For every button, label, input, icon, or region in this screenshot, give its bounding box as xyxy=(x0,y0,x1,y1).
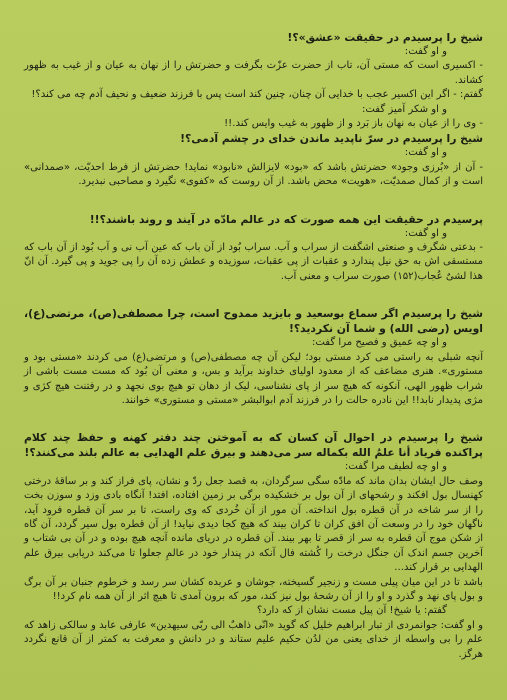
section-3-sub: و او گفت: xyxy=(404,227,447,239)
section-1-heading: شیخ را پرسیدم در حقیقت «عشق»؟! xyxy=(287,31,483,44)
section-4-sub: و او چه عمیق و فصیح مرا گفت: xyxy=(311,337,447,349)
section-4-heading: شیخ را پرسیدم اگر سماع بوسعید و بایزید ممدوح است، چرا مصطفی(ص)، مرتضی(ع)، اویس (رضی الله) و شما آن نکردید؟! xyxy=(24,307,483,336)
section-2-para-1: - آن از «بُرزی وجود» حضرتش باشد که «بود» لایزالش «نابود» نماید! حضرتش از فرط احدیّت، «صمدانی» است و از کمال صمدیّت، «هویت» محض باشد. از آن روست که «کفوی» نگیرد و مصاحبی نبدیرد. xyxy=(24,161,483,188)
section-3-heading: پرسیدم در حقیقت این همه صورت که در عالم مادّه در آیند و روند باشند؟!! xyxy=(89,212,483,226)
section-5-sub: و او چه لطیف مرا گفت: xyxy=(344,461,447,473)
section-5-para-2: باشد تا در این میان پیلی مست و زنجیر گسیخته، جوشان و عربده کشان سر رسد و خرطوم جنبان بر آن برگ و بول پای نهد و گذرد و او را از آن رشحهٔ بول نیز کند، مور که برون آمدی تا هیچ اثر از آن همه نام کرد!! xyxy=(24,576,483,602)
section-4-para-1: آنچه شبلی به راستی می کرد مستی بود؛ لیکن آن چه مصطفی(ص) و مرتضی(ع) می کردند «مستی بود و مستوری». هنری مضاعف که از معدود اولیای خداوند برآید و بس، و معنی آن بُود که مست مست باشی از شراب ظهور الهی، آنکونه که هیچ سر از پای نشناسی، لیک از دهان تو هیچ بوی نجهد و در رفتنت هیچ کژی و مژی پدیدار نابد!! این نادره حالت را در فرزند آدم ابوالبشر «مستی و مستوری» خوانند. xyxy=(24,351,483,406)
section-5-para-4: و او گفت: جوانمردی از تبار ابراهیم خلیل که گوید «انّی ذاهبٌ الی ربّی سیهدین» عارفی عابد و سالکی زاهد که علم را بی واسطه از خدای یعنی من لدُن حکیم علیم ستاند و در دانش و معرفت به کمتر از آن قانع نگردد هرگز. xyxy=(24,619,483,660)
section-1-para-4: - وی را از عیان به نهان باز بَرد و از ظهور به غیب وایس کند.!! xyxy=(224,118,483,130)
section-1-sub: و او گفت: xyxy=(404,46,447,57)
text-column xyxy=(24,30,483,690)
section-5-heading: شیخ را پرسیدم در احوال آن کسان که به آموختن چند دفتر کهنه و حفظ چند کلام پراکنده فریاد أنا علمُ الله بکماله سر می‌دهند و بیرق علم الهدایی به عالم بلند می‌کنند؟! xyxy=(24,431,483,460)
spacer xyxy=(24,190,483,212)
section-1-para-3: و او شکر آمیز گفت: xyxy=(361,103,447,115)
section-3-para-1: - بدعتی شگرف و صنعتی اشگفت از سراب و آب. سراب بُود از آن باب که عین آب نی و آب بُود از آن باب که مستسقی اش به حق نیل پندارد و عقبات از پی عقبات، سوزیده و عطش زده آن را پی جوید و پی گیرد. آن انّ هذا لشیٌ عُجاب(۱۵۲) صورت سراب و معنی آب. xyxy=(24,242,483,282)
section-2-heading: شیخ را پرسیدم در سرّ ناپدید ماندن خدای در چشم آدمی؟! xyxy=(180,132,483,146)
section-5-para-1: وصف حال ایشان بدان ماند که مادّه سگی سرگردان، به قصد جعل ردّ و نشان، پای فراز کند و بر ساقهٔ درختی کهنسال بول افکند و رشحهای از آن بول بر خشکیده برگی بر زمین افتاده، افتد! آنگاه بادی وزد و سوزن بخت را از سر شاخه در آن قطره بول انداخته. آن مور از آن خُردی که وی راست، تا بر سر آن قطره فرود آید، ناگهان خود را در وسعت آن افق کران تا کران بیند که هیچ کجا دیدی نیاید! از آن قطره بول سیر گردد، آن گاه از شکن موج آن قطره به سر از قصر تا بهر بیند. آن قطره در دریای مانده آنچه هیچ بوده و در آن بی شتاب و آخرین جسم اندک آن جنگل درخت را کُشته فال آنکه در پندار خود در عالمِ جعلوا تا می‌کند دریابی بیرق علم الهدایی بر قرار کند... xyxy=(24,475,483,574)
section-1-para-1: - اکسیری است که مستی آن، تاب از حضرت عزّت بگرفت و حضرتش را از نهان به عیان و از غیب به ظهور کشاند. xyxy=(24,60,483,86)
spacer xyxy=(24,284,483,306)
section-5-para-3: گفتم: یا شیخ! آن پیل مست نشان از که دارد؟ xyxy=(256,605,447,617)
section-2-sub: و او گفت: xyxy=(404,147,447,159)
section-1-para-2: گفتم: - اگر این اکسیر عجب با خدایی آن چنان، چنین کند است پس با فرزند ضعیف و نحیف آدم چه می کند؟! xyxy=(31,89,483,101)
spacer xyxy=(24,408,483,430)
